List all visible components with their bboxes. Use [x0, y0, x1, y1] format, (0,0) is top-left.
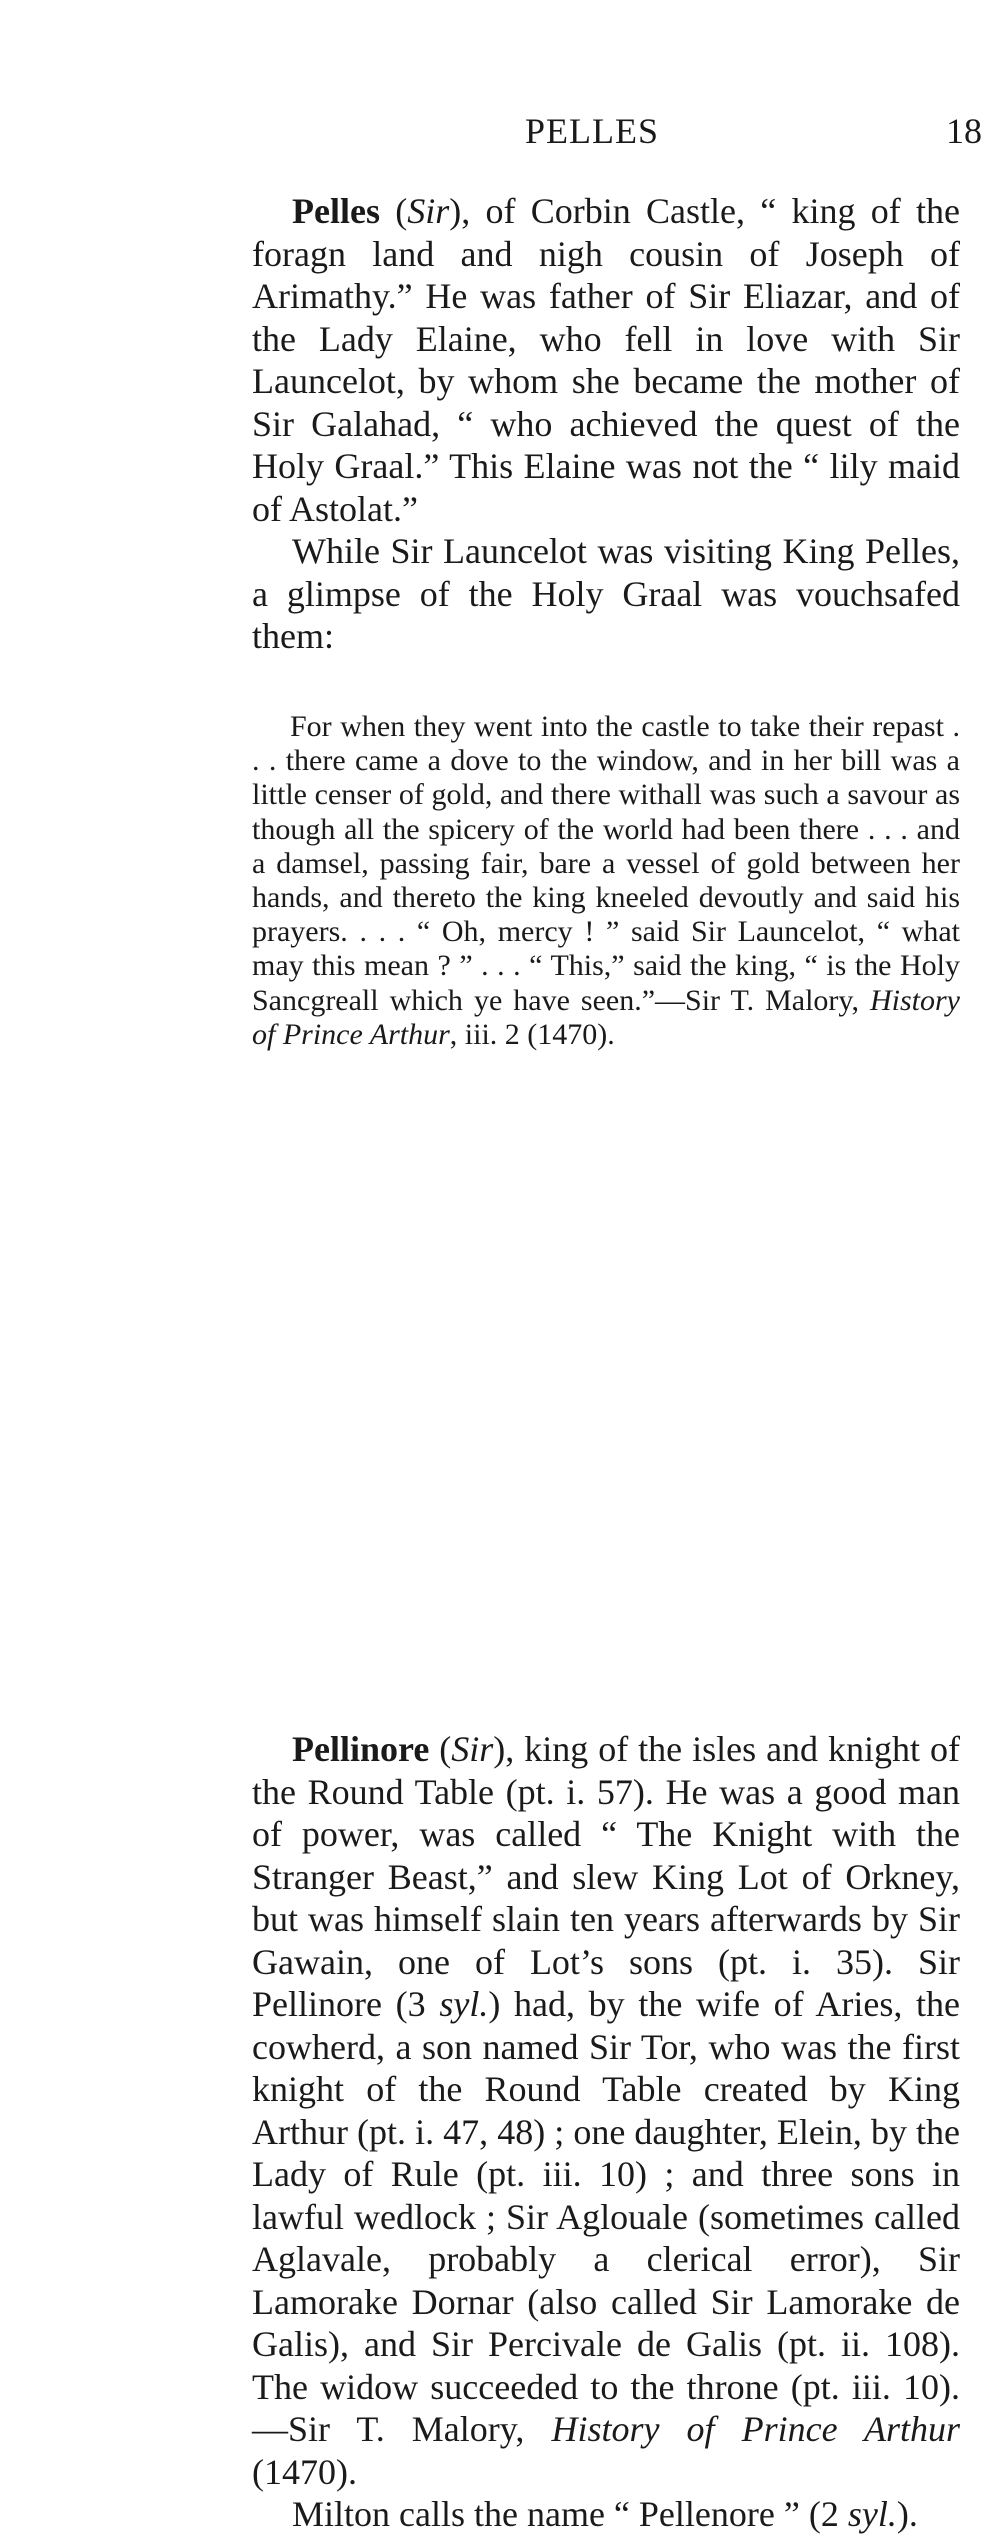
entry-pelles	[252, 190, 960, 658]
source-title: History of Prince Arthur	[551, 2409, 960, 2449]
entry-pelles-paragraph-1: Pelles (Sir), of Corbin Castle, “ king of the foragn land and nigh cousin of Joseph of Arimathy.” He was father of Sir Eliazar, and of the Lady Elaine, who fell in love with Sir Launcelot, by whom she became the mother of Sir Galahad, “ who achieved the quest of the Holy Graal.” This Elaine was not the “ lily maid of Astolat.”	[252, 191, 960, 529]
quotation-source-citation: , iii. 2 (1470).	[449, 1017, 615, 1051]
title-sir: Sir	[407, 191, 450, 231]
quotation-paragraph	[252, 710, 960, 1052]
entry-pelles-paragraph-2: While Sir Launcelot was visiting King Pelles, a glimpse of the Holy Graal was vouchsafed them:	[252, 531, 960, 656]
syllable-abbrev: syl.	[439, 1984, 489, 2024]
page-title: PELLES	[525, 111, 660, 151]
quotation-text: For when they went into the castle to take their repast . . . there came a dove to the window, and in her bill was a little censer of gold, and there withall was such a savour as though all the spicery of the world had been there . . . and a damsel, passing fair, bare a vessel of gold between her hands, and thereto the king kneeled devoutly and said his prayers. . . . “ Oh, mercy ! ” said Sir Launcelot, “ what may this mean ? ” . . . “ This,” said the king, “ is the Holy Sancgreall which ye have seen.”—Sir T. Malory,	[252, 710, 960, 1017]
entry-pelles-text: , of Corbin Castle, “ king of the foragn land and nigh cousin of Joseph of Arimathy.” He was father of Sir Eliazar, and of the Lady Elaine, who fell in love with Sir Launcelot, by whom she became the mother of Sir Galahad, “ who achieved the quest of the Holy Graal.” This Elaine was not the “ lily maid of Astolat.”	[252, 191, 960, 529]
entry-pellinore-text-b: ) had, by the wife of Aries, the cowherd, a son named Sir Tor, who was the first knight of the Round Table created by King Arthur (pt. i. 47, 48) ; one daughter, Elein, by the Lady of Rule (pt. iii. 10) ; and three sons in lawful wedlock ; Sir Aglouale (sometimes called Aglavale, probably a clerical error), Sir Lamorake Dornar (also called Sir Lamorake de Galis), and Sir Percivale de Galis (pt. ii. 108). The widow succeeded to the throne (pt. iii. 10).—Sir T. Malory,	[252, 1984, 961, 2449]
running-head	[0, 110, 1000, 160]
entry-pellinore-paragraph-1: Pellinore (Sir), king of the isles and knight of the Round Table (pt. i. 57). He was a good man of power, was called “ The Knight with the Stranger Beast,” and slew King Lot of Orkney, but was himself slain ten years afterwards by Sir Gawain, one of Lot’s sons (pt. i. 35). Sir Pellinore (3 syl.) had, by the wife of Aries, the cowherd, a son named Sir Tor, who was the first knight of the Round Table created by King Arthur (pt. i. 47, 48) ; one daughter, Elein, by the Lady of Rule (pt. iii. 10) ; and three sons in lawful wedlock ; Sir Aglouale (sometimes called Aglavale, probably a clerical error), Sir Lamorake Dornar (also called Sir Lamorake de Galis), and Sir Percivale de Galis (pt. ii. 108). The widow succeeded to the throne (pt. iii. 10).—Sir T. Malory, History of Prince Arthur (1470).	[252, 1729, 961, 2492]
milton-syllable-abbrev: syl.	[847, 2494, 897, 2534]
milton-end: ).	[896, 2494, 918, 2534]
title-sir: Sir	[451, 1729, 494, 1769]
entry-pellinore-paragraph-2	[252, 2493, 960, 2536]
quotation-block	[252, 710, 960, 1052]
quotation-source-title: History of Prince Arthur	[252, 983, 960, 1051]
entry-pellinore-text-a: , king of the isles and knight of the Round Table (pt. i. 57). He was a good man of power, was called “ The Knight with the Stranger Beast,” and slew King Lot of Orkney, but was himself slain ten years afterwards by Sir Gawain, one of Lot’s sons (pt. i. 35). Sir Pellinore (3	[252, 1729, 960, 2024]
headword-pellinore: Pellinore	[292, 1729, 430, 1769]
entry-pellinore	[252, 1728, 960, 2536]
headword-pelles: Pelles	[292, 191, 380, 231]
source-citation: (1470).	[252, 2451, 357, 2492]
milton-text: Milton calls the name “ Pellenore ” (2	[292, 2494, 839, 2534]
page-number: 18	[946, 111, 982, 151]
